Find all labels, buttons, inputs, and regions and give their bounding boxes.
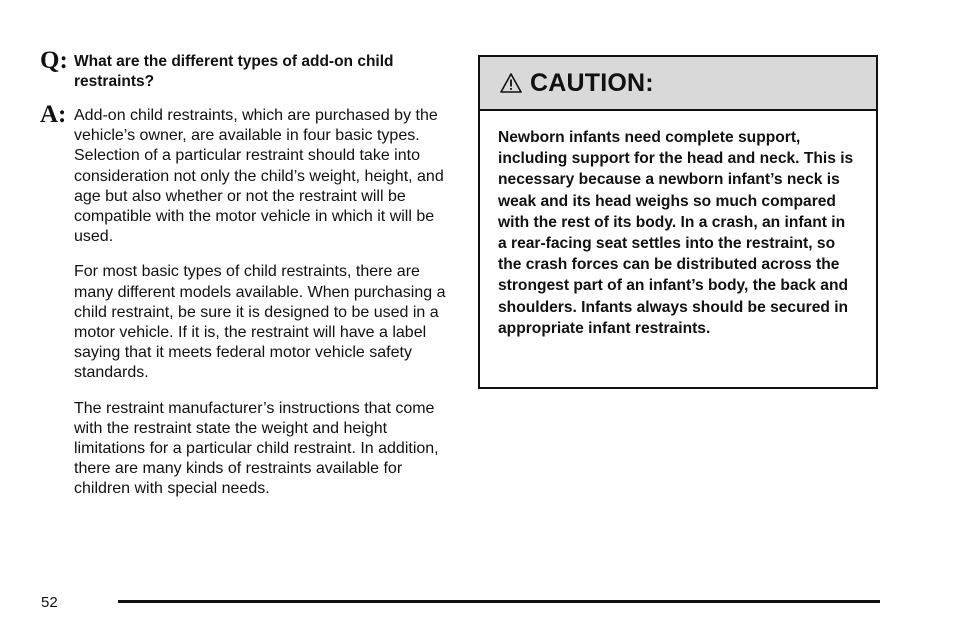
answer-row bbox=[40, 101, 450, 500]
footer-rule bbox=[118, 600, 880, 603]
question-row bbox=[40, 47, 450, 92]
caution-header bbox=[480, 57, 876, 111]
caution-title: CAUTION: bbox=[530, 68, 654, 97]
question-text: What are the different types of add-on child restraints? bbox=[74, 53, 394, 90]
caution-text: Newborn infants need complete support, including support for the head and neck. This is necessary because a newborn infant’s neck is weak and its head weighs so much compared with the rest of its body. In a crash, an infant in a rear-facing seat settles into the restraint, so the crash forces can be distributed across the strongest part of an infant’s body, the back and shoulders. Infants always should be secured in appropriate infant restraints. bbox=[498, 129, 854, 337]
answer-body bbox=[74, 106, 446, 500]
question-marker: Q: bbox=[40, 47, 68, 74]
answer-paragraph: The restraint manufacturer’s instructions that come with the restraint state the weight and height limitations for a particular child restraint. In addition, there are many kinds of restraints available for children with special needs. bbox=[74, 399, 439, 498]
warning-triangle-icon bbox=[500, 72, 522, 94]
answer-paragraph: For most basic types of child restraints, there are many different models available. When purchasing a child restraint, be sure it is designed to be used in a motor vehicle. If it is, the restraint will have a label saying that it meets federal motor vehicle safety standards. bbox=[74, 263, 446, 382]
qa-section bbox=[40, 47, 450, 500]
answer-marker: A: bbox=[40, 101, 67, 128]
answer-paragraph: Add-on child restraints, which are purchased by the vehicle’s owner, are available in four basic types. Selection of a particular restraint should take into consideration not only the child’s weight, height, and age but also whether or not the restraint will be compatible with the motor vehicle in which it will be used. bbox=[74, 107, 444, 246]
caution-box bbox=[478, 55, 878, 389]
page-number: 52 bbox=[41, 594, 58, 611]
